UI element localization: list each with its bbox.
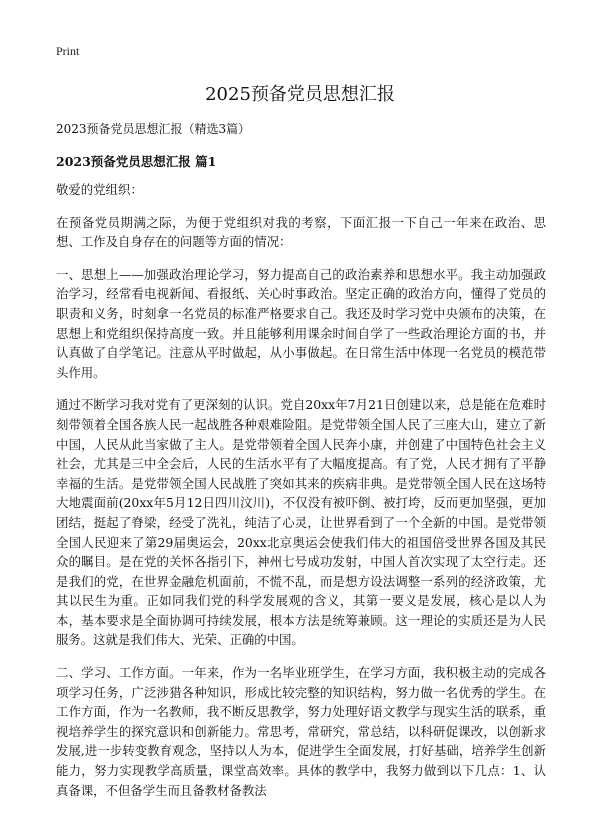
paragraph-study-work: 二、学习、工作方面。一年来，作为一名毕业班学生，在学习方面，我积极主动的完成各项学习任务，广泛涉猎各种知识，形成比较完整的知识结构，努力做一名优秀的学生。在工作方面，作为一名教师，我不断反思教学，努力处理好语文教学与现实生活的联系，重视培养学生的探究意识和创新能力。常思考，常研究，常总结，以科研促课改，以创新求发展,进一步转变教育观念，坚持以人为本，促进学生全面发展，打好基础，培养学生创新能力，努力实现教学高质量，课堂高效率。具体的教学中，我努力做到以下几点：1、认真备课，不但备学生而且备教材备教法 (56, 665, 546, 798)
paragraph-thought: 一、思想上——加强政治理论学习，努力提高自己的政治素养和思想水平。我主动加强政治学习，经常看电视新闻、看报纸、关心时事政治。坚定正确的政治方向，懂得了党员的职责和义务，时刻拿一名党员的标准严格要求自己。我还及时学习党中央颁布的决策，在思想上和党组织保持高度一致。并且能够利用课余时间自学了一些政治理论方面的书，并认真做了自学笔记。注意从平时做起，从小事做起。在日常生活中体现一名党员的模范带头作用。 (56, 266, 546, 380)
greeting: 敬爱的党组织： (56, 182, 143, 197)
print-link[interactable]: Print (56, 44, 80, 58)
document-body (56, 180, 546, 813)
section-heading: 2023预备党员思想汇报 篇1 (56, 154, 217, 169)
document-title: 2025预备党员思想汇报 (205, 84, 395, 105)
paragraph-intro: 在预备党员期满之际，为便于党组织对我的考察，下面汇报一下自己一年来在政治、思想、工作及自身存在的问题等方面的情况： (56, 214, 546, 250)
paragraph-party-understanding: 通过不断学习我对党有了更深刻的认识。党自20xx年7月21日创建以来，总是能在危难时刻带领着全国各族人民一起战胜各种艰难险阻。是党带领全国人民了三座大山，建立了新中国，人民从此当家做了主人。是党带领着全国人民奔小康，并创建了中国特色社会主义社会，尤其是三中全会后，人民的生活水平有了大幅度提高。有了党，人民才拥有了平静幸福的生活。是党带领全国人民战胜了突如其来的疾病非典。是党带领全国人民在这场特大地震面前(20xx年5月12日四川汶川)，不仅没有被吓倒、被打垮，反而更加坚强，更加团结，挺起了脊梁，经受了洗礼，纯洁了心灵，让世界看到了一个全新的中国。是党带领全国人民迎来了第29届奥运会，20xx北京奥运会使我们伟大的祖国倍受世界各国及其民众的瞩目。是在党的关怀各指引下，神州七号成功发射，中国人首次实现了太空行走。还是我们的党，在世界金融危机面前，不慌不乱，而是想方设法调整一系列的经济政策，尤其以民生为重。正如同我们党的科学发展观的含义，其第一要义是发展，核心是以人为本，基本要求是全面协调可持续发展，根本方法是统筹兼顾。这一理论的实质还是为人民服务。这就是我们伟大、光荣、正确的中国。 (56, 397, 546, 648)
document-subtitle: 2023预备党员思想汇报（精选3篇） (56, 122, 251, 136)
